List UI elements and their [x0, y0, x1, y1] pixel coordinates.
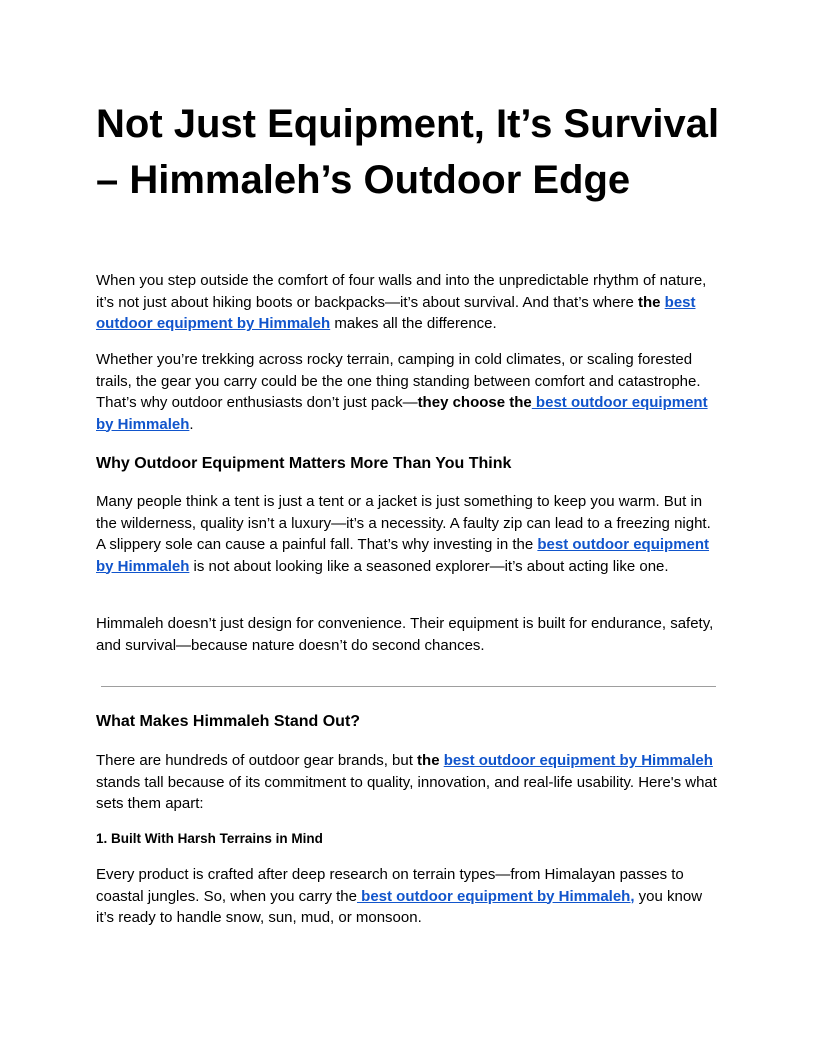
- text: .: [189, 415, 194, 433]
- himmaleh-link[interactable]: best outdoor equipment by Himmaleh,: [356, 887, 635, 905]
- himmaleh-link[interactable]: best outdoor equipment by Himmaleh: [443, 752, 713, 769]
- section1-paragraph-2: Himmaleh doesn’t just design for convenience. Their equipment is built for endurance, safety, and survival—because nature doesn’t do second chances.: [96, 615, 714, 654]
- horizontal-divider: [101, 686, 716, 687]
- bold-text: the: [637, 293, 665, 311]
- bold-text: they choose the: [417, 394, 532, 411]
- intro-paragraph-1: [96, 270, 720, 335]
- subsection1-paragraph: [96, 864, 720, 929]
- text: When you step outside the comfort of four walls and into the unpredictable rhythm of nature, it’s not just about hiking boots or backpacks—it’s about survival. And that’s where: [96, 272, 707, 311]
- text: Many people think a tent is just a tent or a jacket is just something to keep you warm. But in the wilderness, quality isn’t a luxury—it’s a necessity. A faulty zip can lead to a freezing night. A slippery sole can cause a painful fall. That’s why investing in the: [96, 493, 711, 553]
- text: you know it’s ready to handle snow, sun, mud, or monsoon.: [96, 887, 703, 926]
- text: stands tall because of its commitment to quality, innovation, and real-life usability. Here's what sets them apart:: [96, 773, 717, 812]
- subheading-built-with-harsh-terrains: 1. Built With Harsh Terrains in Mind: [96, 831, 323, 846]
- text: Every product is crafted after deep research on terrain types—from Himalayan passes to coastal jungles. So, when you carry the: [96, 866, 684, 905]
- text: makes all the difference.: [330, 315, 497, 332]
- section-heading-why-equipment-matters: Why Outdoor Equipment Matters More Than You Think: [96, 455, 512, 472]
- section2-paragraph-1: [96, 750, 720, 815]
- page-title: Not Just Equipment, It’s Survival – Himmaleh’s Outdoor Edge: [96, 102, 720, 202]
- himmaleh-link[interactable]: best outdoor equipment by Himmaleh: [96, 394, 708, 433]
- section-heading-what-makes-himmaleh-stand-out: What Makes Himmaleh Stand Out?: [96, 713, 361, 730]
- text: There are hundreds of outdoor gear brands, but: [96, 752, 418, 769]
- bold-text: the: [417, 752, 444, 769]
- himmaleh-link[interactable]: best outdoor equipment by Himmaleh: [96, 536, 710, 575]
- text: Whether you’re trekking across rocky terrain, camping in cold climates, or scaling forested trails, the gear you carry could be the one thing standing between comfort and catastrophe. That’s why outdoor enthusiasts don’t just pack—: [96, 351, 701, 411]
- section1-paragraph-1: [96, 491, 720, 577]
- himmaleh-link[interactable]: best outdoor equipment by Himmaleh: [96, 293, 696, 332]
- text: is not about looking like a seasoned explorer—it’s about acting like one.: [189, 557, 669, 575]
- intro-paragraph-2: [96, 349, 720, 435]
